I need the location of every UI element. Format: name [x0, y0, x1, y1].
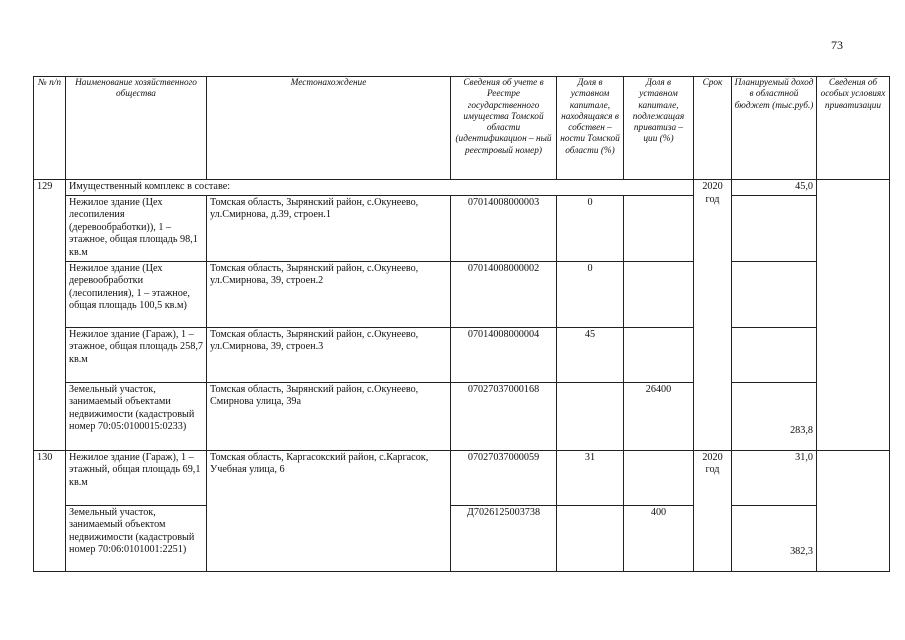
- item-income: [732, 195, 817, 261]
- table-row: [34, 261, 890, 327]
- item-share-capital: [557, 505, 624, 571]
- item-name: Земельный участок, занимаемый объектом недвижимости (кадастровый номер 70:06:0101001:2251): [66, 505, 207, 571]
- item-location: Томская область, Зырянский район, с.Окунеево, Смирнова улица, 39а: [207, 382, 451, 450]
- table-row: [34, 327, 890, 382]
- table-row: [34, 505, 890, 571]
- item-name: Нежилое здание (Гараж), 1 – этажное, общая площадь 258,7 кв.м: [66, 327, 207, 382]
- header-term: Срок: [694, 77, 732, 180]
- item-location: Томская область, Зырянский район, с.Окунеево, ул.Смирнова, 39, строен.3: [207, 327, 451, 382]
- header-share-capital: Доля в уставном капитале, находящаяся в собствен – ности Томской области (%): [557, 77, 624, 180]
- item-income: 31,0: [732, 450, 817, 505]
- item-share-capital: 0: [557, 195, 624, 261]
- item-share-privatization: [624, 450, 694, 505]
- table-row: [34, 195, 890, 261]
- item-share-capital: [557, 382, 624, 450]
- item-registry: 07014008000003: [451, 195, 557, 261]
- item-share-privatization: [624, 261, 694, 327]
- group-title: Имущественный комплекс в составе:: [66, 180, 694, 196]
- term-cell: 2020 год: [694, 180, 732, 451]
- income-cell: 45,0: [732, 180, 817, 196]
- item-income: [732, 261, 817, 327]
- item-share-capital: 31: [557, 450, 624, 505]
- item-share-privatization: [624, 327, 694, 382]
- header-registry: Сведения об учете в Реестре государственного имущества Томской области (идентификацион – ный реестровый номер): [451, 77, 557, 180]
- item-location: Томская область, Зырянский район, с.Окунеево, ул.Смирнова, д.39, строен.1: [207, 195, 451, 261]
- item-income: [732, 327, 817, 382]
- item-location: Томская область, Зырянский район, с.Окунеево, ул.Смирнова, 39, строен.2: [207, 261, 451, 327]
- item-share-capital: 45: [557, 327, 624, 382]
- item-name: Нежилое здание (Цех деревообработки (лесопиления), 1 – этажное, общая площадь 100,5 кв.м): [66, 261, 207, 327]
- item-income: 382,3: [732, 505, 817, 571]
- term-cell: 2020 год: [694, 450, 732, 571]
- header-special: Сведения об особых условиях приватизации: [817, 77, 890, 180]
- item-registry: Д7026125003738: [451, 505, 557, 571]
- item-registry: 07027037000168: [451, 382, 557, 450]
- header-share-privatization: Доля в уставном капитале, подлежащая приватиза – ции (%): [624, 77, 694, 180]
- table-row: [34, 180, 890, 196]
- page-number: 73: [831, 38, 843, 52]
- item-registry: 07014008000002: [451, 261, 557, 327]
- row-number: 130: [34, 450, 66, 571]
- header-name: Наименование хозяйственного общества: [66, 77, 207, 180]
- header-num: № п/п: [34, 77, 66, 180]
- item-income: 283,8: [732, 382, 817, 450]
- item-share-capital: 0: [557, 261, 624, 327]
- item-share-privatization: [624, 195, 694, 261]
- table-header: [34, 77, 890, 180]
- privatization-table: [33, 76, 890, 572]
- header-location: Местонахождение: [207, 77, 451, 180]
- special-cell: [817, 450, 890, 571]
- item-registry: 07014008000004: [451, 327, 557, 382]
- item-name: Земельный участок, занимаемый объектами недвижимости (кадастровый номер 70:05:0100015:0233): [66, 382, 207, 450]
- table-row: [34, 382, 890, 450]
- header-income: Планируемый доход в областной бюджет (тыс.руб.): [732, 77, 817, 180]
- item-name: Нежилое здание (Гараж), 1 – этажный, общая площадь 69,1 кв.м: [66, 450, 207, 505]
- item-registry: 07027037000059: [451, 450, 557, 505]
- item-name: Нежилое здание (Цех лесопиления (деревообработки)), 1 – этажное, общая площадь 98,1 кв.м: [66, 195, 207, 261]
- special-cell: [817, 180, 890, 451]
- item-location: Томская область, Каргасокский район, с.Каргасок, Учебная улица, 6: [207, 450, 451, 571]
- row-number: 129: [34, 180, 66, 451]
- item-share-privatization: 26400: [624, 382, 694, 450]
- item-share-privatization: 400: [624, 505, 694, 571]
- table-row: [34, 450, 890, 505]
